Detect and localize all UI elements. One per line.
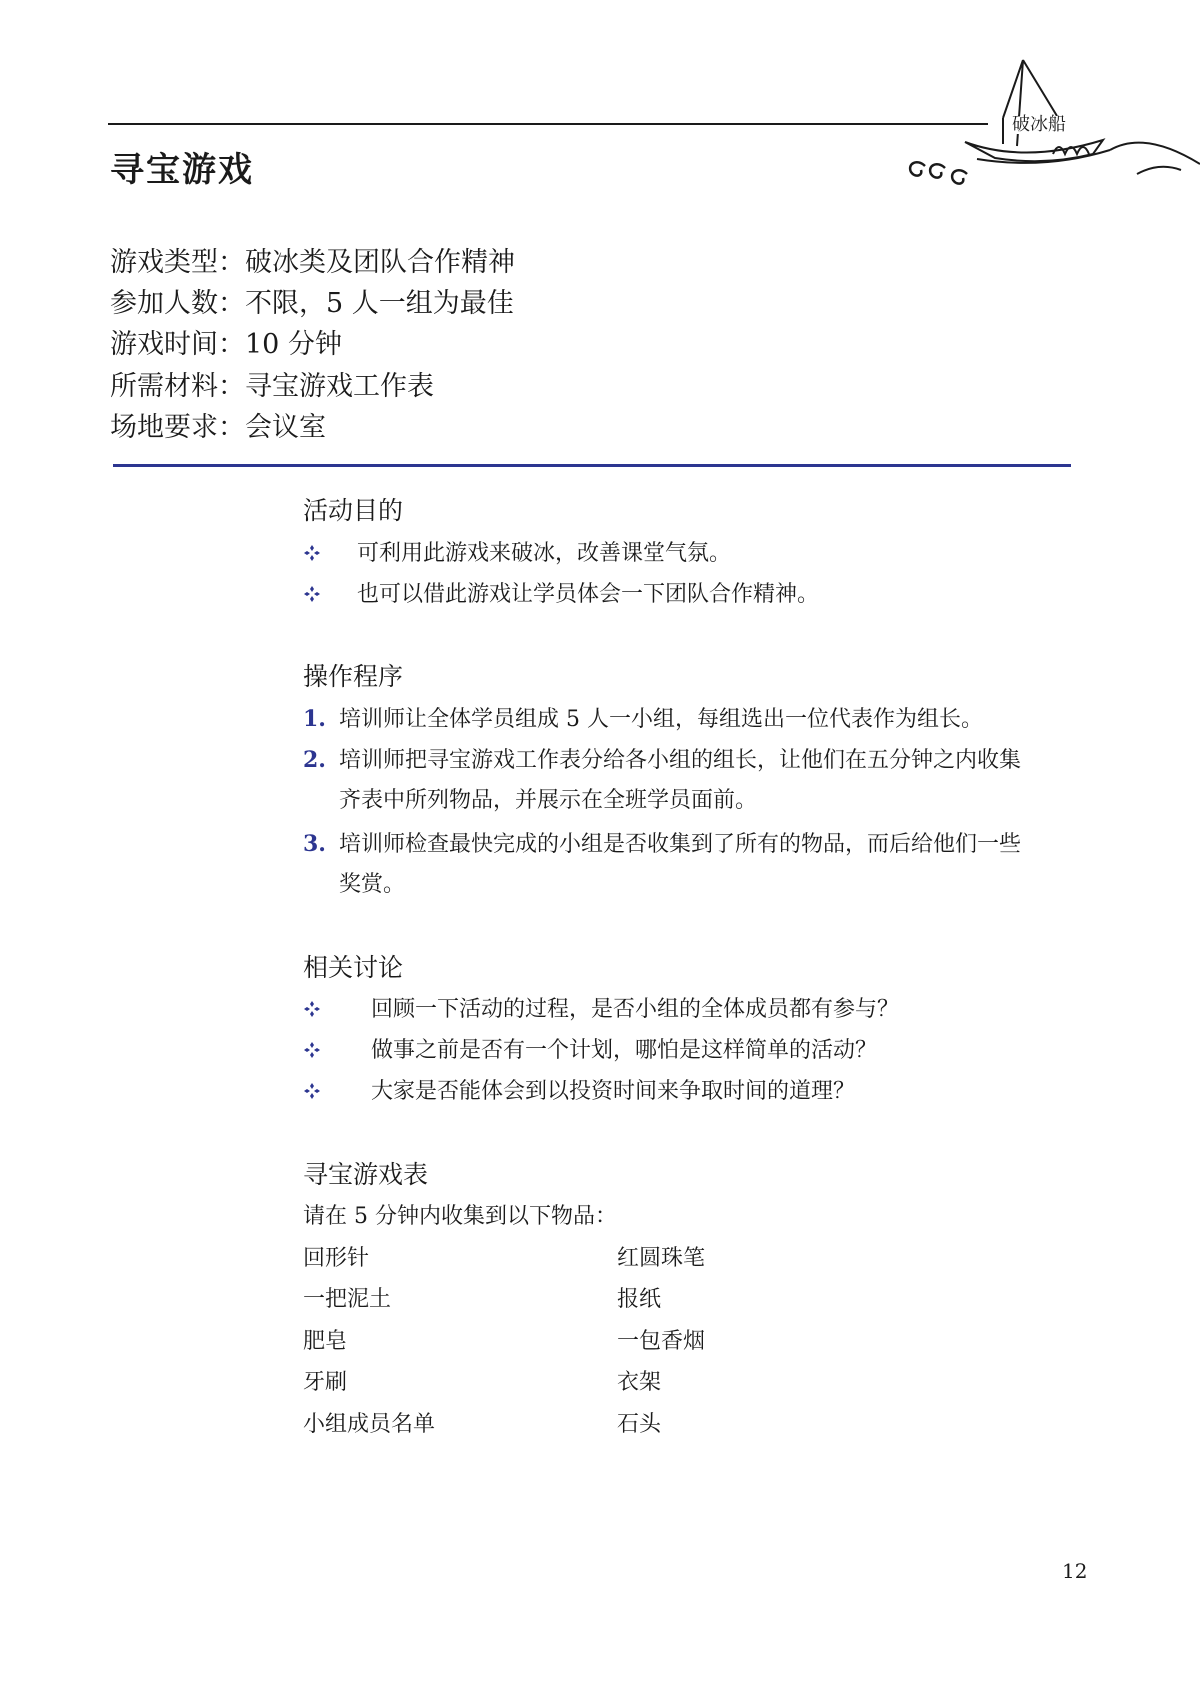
worksheet-item: 回形针 <box>303 1246 370 1271</box>
list-item-text: 可利用此游戏来破冰，改善课堂气氛。 <box>357 541 732 566</box>
step-text: 培训师把寻宝游戏工作表分给各小组的组长，让他们在五分钟之内收集 <box>339 748 1022 773</box>
worksheet-item: 肥皂 <box>303 1329 348 1354</box>
list-item-text: 做事之前是否有一个计划，哪怕是这样简单的活动？ <box>371 1038 878 1063</box>
step-text: 培训师让全体学员组成 5 人一小组，每组选出一位代表作为组长。 <box>339 707 983 732</box>
section-heading-purpose: 活动目的 <box>303 496 404 525</box>
list-item <box>303 1081 855 1103</box>
meta-label: 游戏类型： <box>110 247 245 278</box>
meta-row-venue <box>110 414 326 441</box>
meta-label: 所需材料： <box>110 371 245 402</box>
list-item <box>303 584 819 606</box>
step-number: 1. <box>303 706 326 732</box>
worksheet-item: 石头 <box>617 1412 662 1437</box>
worksheet-item: 小组成员名单 <box>303 1412 436 1437</box>
list-item <box>303 999 899 1021</box>
section-heading-worksheet: 寻宝游戏表 <box>303 1160 429 1189</box>
section-heading-procedure: 操作程序 <box>303 662 404 691</box>
meta-row-participants <box>110 290 514 317</box>
meta-value: 不限，5 人一组为最佳 <box>245 288 514 319</box>
meta-row-type <box>110 249 515 276</box>
meta-value: 10 分钟 <box>245 329 342 360</box>
step-text-continuation: 奖赏。 <box>339 872 406 897</box>
section-heading-discussion: 相关讨论 <box>303 953 404 982</box>
step-text-continuation: 齐表中所列物品，并展示在全班学员面前。 <box>339 788 758 813</box>
worksheet-item: 衣架 <box>617 1370 662 1395</box>
worksheet-item: 牙刷 <box>303 1370 348 1395</box>
list-item-text: 也可以借此游戏让学员体会一下团队合作精神。 <box>357 582 820 607</box>
meta-label: 游戏时间： <box>110 329 245 360</box>
sailboat-logo <box>905 58 1200 198</box>
diamond-bullet-icon <box>303 1082 321 1100</box>
meta-row-materials <box>110 373 434 400</box>
diamond-bullet-icon <box>303 1000 321 1018</box>
diamond-bullet-icon <box>303 1041 321 1059</box>
step-item <box>303 833 1021 856</box>
meta-row-time <box>110 331 342 358</box>
page-title: 寻宝游戏 <box>110 150 254 190</box>
header-rule <box>108 123 988 125</box>
page-number: 12 <box>1062 1559 1088 1583</box>
logo-text: 破冰船 <box>1012 114 1066 135</box>
list-item-text: 大家是否能体会到以投资时间来争取时间的道理？ <box>371 1079 856 1104</box>
worksheet-item: 一把泥土 <box>303 1287 392 1312</box>
section-divider <box>113 464 1071 467</box>
meta-value: 寻宝游戏工作表 <box>245 371 434 402</box>
meta-value: 破冰类及团队合作精神 <box>245 247 515 278</box>
step-number: 2. <box>303 747 326 773</box>
step-item <box>303 749 1021 772</box>
meta-value: 会议室 <box>245 412 326 443</box>
list-item-text: 回顾一下活动的过程，是否小组的全体成员都有参与？ <box>371 997 900 1022</box>
worksheet-item: 报纸 <box>617 1287 662 1312</box>
diamond-bullet-icon <box>303 585 321 603</box>
worksheet-item: 红圆珠笔 <box>617 1246 706 1271</box>
list-item <box>303 1040 877 1062</box>
step-number: 3. <box>303 831 326 857</box>
worksheet-item: 一包香烟 <box>617 1329 706 1354</box>
worksheet-intro: 请在 5 分钟内收集到以下物品： <box>303 1204 617 1229</box>
step-text: 培训师检查最快完成的小组是否收集到了所有的物品，而后给他们一些 <box>339 832 1022 857</box>
step-item <box>303 708 983 731</box>
diamond-bullet-icon <box>303 544 321 562</box>
meta-label: 参加人数： <box>110 288 245 319</box>
list-item <box>303 543 731 565</box>
meta-label: 场地要求： <box>110 412 245 443</box>
